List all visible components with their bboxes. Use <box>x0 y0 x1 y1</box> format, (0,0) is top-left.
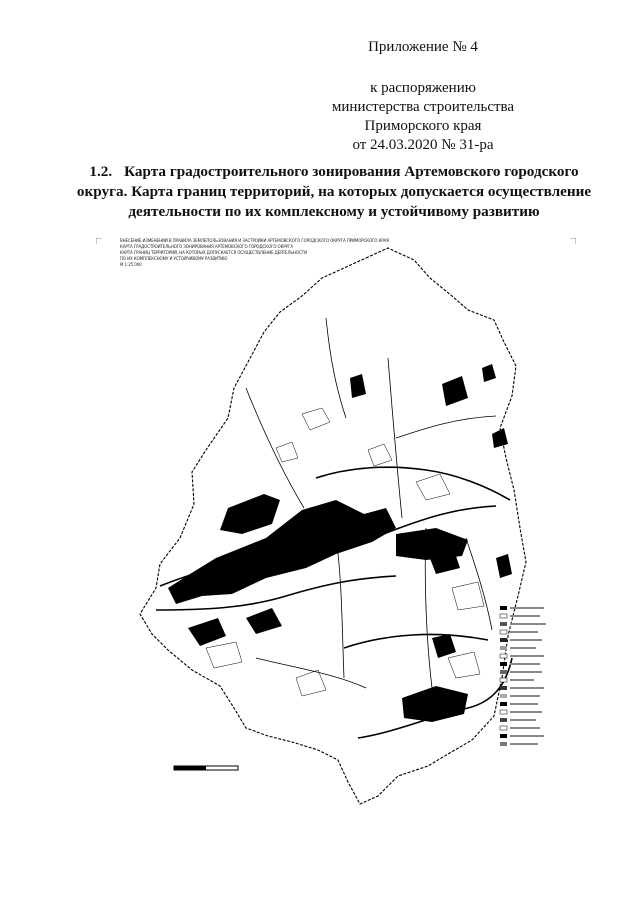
legend-line: КАРТА ГРАНИЦ ТЕРРИТОРИЙ, НА КОТОРЫХ ДОПУСКАЕТСЯ ОСУЩЕСТВЛЕНИЕ ДЕЯТЕЛЬНОСТИ <box>120 250 307 255</box>
legend-line: КАРТА ГРАДОСТРОИТЕЛЬНОГО ЗОНИРОВАНИЯ АРТЕМОВСКОГО ГОРОДСКОГО ОКРУГА <box>120 244 293 249</box>
order-date-line: от 24.03.2020 № 31-ра <box>352 137 494 153</box>
section-number: 1.2. <box>89 163 113 180</box>
legend-line: ПО ИХ КОМПЛЕКСНОМУ И УСТОЙЧИВОМУ РАЗВИТИЮ <box>120 256 228 261</box>
legend-line: ВНЕСЕНИЕ ИЗМЕНЕНИЙ В ПРАВИЛА ЗЕМЛЕПОЛЬЗОВАНИЯ И ЗАСТРОЙКИ АРТЕМОВСКОГО ГОРОДСКОГО ОКРУГА ПРИМОРСКОГО КРАЯ <box>120 238 389 243</box>
appendix-number: Приложение № 4 <box>368 39 478 55</box>
map-frame-marks <box>96 238 576 244</box>
scale-bar <box>174 766 238 770</box>
region-line: Приморского края <box>364 118 482 134</box>
zoning-map <box>96 238 576 806</box>
order-ref-line: к распоряжению <box>370 80 476 96</box>
appendix-header <box>298 38 548 155</box>
legend-line: М 1:25 000 <box>120 262 142 267</box>
ministry-line: министерства строительства <box>331 99 515 115</box>
title-text: Карта градостроительного зонирования Артемовского городского округа. Карта границ территорий, на которых допускается осуществление деятельности по их комплексному и устойчивому развитию <box>76 163 592 220</box>
document-title <box>74 162 594 222</box>
